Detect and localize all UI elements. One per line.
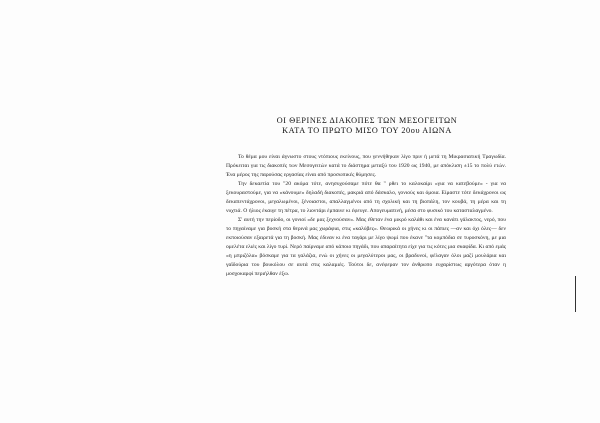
- heading-line-2: ΚΑΤΑ ΤΟ ΠΡΩΤΟ ΜΙΣΟ ΤΟΥ 20ου ΑΙΩΝΑ: [282, 126, 452, 135]
- paragraph-3: Σ' αυτή την περίοδο, οι γονιοί «δε μας ξεχνούσαν». Μας έθεταν ένα μικρό καλάθι και ένα κανάτι γάλακτος, νερό, που το πηγαίναμε για βοσκή στα θερινά μας χωράφια, στις «καλύβες». Θεωρικά οι χήνες κι οι πάπιες —αν και όχι όλες— δεν εκποιούσαν εξαιρετά για τη βοσκή. Μας έδιναν κι ένα ταγάρι με λίγο ψωμί που έκανε "τα κομπόδια σε τυροσκόνη, με μια ομελέτα ελιές και λίγο τυρί. Νερό παίρναμε από κάποιο πηγάδι, που απαραίτητα είχε για τις κότες μια σκαφίδα. Κι από εμάς «η μπριζόλα» βόσκαμε για τα γαλάζια, ενώ οι χήνες οι μεγαλύτεροι μας, οι βραδυνοί, φέλαγαν όλοι μαζί μουλάρια και γαϊδούρια του βουκόλου σε αυτά στις καλαμιές. Τούτοι δε, ανέφεραν τον άνθρωπο ευχαρίστως αργότερα όταν η μοσχοκαρφί περιήλθαν έξω.: [226, 217, 506, 277]
- paragraph-2: Την δεκαετία του "20 ακόμα τότε, ανησυχούσαμε πότε θα " ρθει το καλοκαίρι «για να κατεβούμε» - για να ξεκουραστούμε, για να «κάνουμε» δηλαδή διακοπές, μακριά από δάσκαλο, γονιούς και όμοια. Είμαστε τότε δεκάχρονοι ως δεκαπεντάχρονοι, μεγαλωμένοι, ξένοιαστοι, απαλλαγμένοι από τη σχολική και τη βιοπάλη, τον κουβά, τη μέρα και τη νυχτιά. Ο ήλιος έκαιγε τη πέτρα, το λιοντάρι έμπαινε κι έφευγε. Απογευματινή, μέσα στο φυσικό του κατασταλαγμένο.: [226, 181, 506, 214]
- paragraph-1: Το θέμα μου είναι άγνωστο στους ντόπιους εκείνους, που γεννήθηκαν λίγο πριν ή μετά τη Μικρασιατική Τραγωδία. Πρόκειται για τις διακοπές των Μεσογειτών κατά το διάστημα μεταξύ του 1920 ως 1940, με απόκλιση ±15 το πολύ ετών. Ένα μέρος της παρούσας εργασίας είναι από προσωπικές θύμησες.: [226, 154, 506, 178]
- body-text: [226, 153, 506, 279]
- heading-line-1: ΟΙ ΘΕΡΙΝΕΣ ΔΙΑΚΟΠΕΣ ΤΩΝ ΜΕΣΟΓΕΙΤΩΝ: [276, 116, 458, 125]
- scan-edge-mark: [575, 276, 576, 312]
- chapter-heading: [232, 116, 502, 136]
